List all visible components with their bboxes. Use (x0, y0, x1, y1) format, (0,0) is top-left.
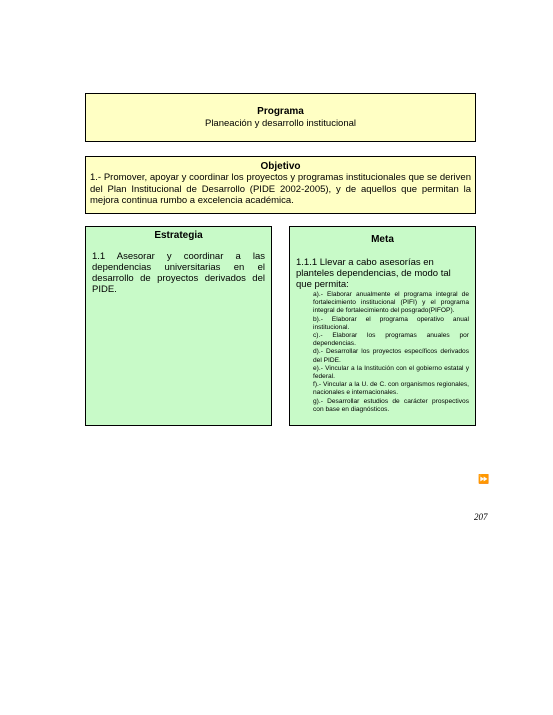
meta-title: Meta (371, 234, 394, 245)
double-right-arrow-icon: ⏩ (478, 474, 490, 484)
meta-item: g).- Desarrollar estudios de carácter prospectivos con base en diagnósticos. (313, 397, 469, 413)
meta-box (289, 226, 476, 426)
estrategia-box (85, 226, 272, 426)
meta-item: f).- Vincular a la U. de C. con organismos regionales, nacionales e internacionales. (313, 381, 469, 397)
objetivo-box (85, 156, 476, 214)
meta-items-list (290, 291, 475, 414)
programa-title: Programa (257, 106, 304, 117)
objetivo-title: Objetivo (260, 161, 301, 172)
meta-item: b).- Elaborar el programa operativo anual institucional. (313, 315, 469, 331)
estrategia-title: Estrategia (154, 230, 203, 241)
meta-item: c).- Elaborar los programas anuales por dependencias. (313, 332, 469, 348)
programa-box (85, 93, 476, 142)
estrategia-text: 1.1 Asesorar y coordinar a las dependencias universitarias en el desarrollo de proyectos derivados del PIDE. (92, 251, 265, 295)
meta-item: d).- Desarrollar los proyectos específicos derivados del PIDE. (313, 348, 469, 364)
page-number: 207 (474, 512, 488, 522)
meta-item: a).- Elaborar anualmente el programa integral de fortalecimiento institucional (PIFI) y el programa integral de fortalecimiento del posgrado(PIFOP). (313, 291, 469, 315)
meta-item: e).- Vincular a la Institución con el gobierno estatal y federal. (313, 364, 469, 381)
meta-lead: 1.1.1 Llevar a cabo asesorías en planteles dependencias, de modo tal que permita: (296, 257, 451, 290)
programa-subtitle: Planeación y desarrollo institucional (204, 118, 357, 129)
objetivo-text: 1.- Promover, apoyar y coordinar los proyectos y programas institucionales que se deriven del Plan Institucional de Desarrollo (PIDE 2002-2005), y de aquellos que permitan la mejora continua rumbo a excelencia académica. (90, 172, 471, 206)
